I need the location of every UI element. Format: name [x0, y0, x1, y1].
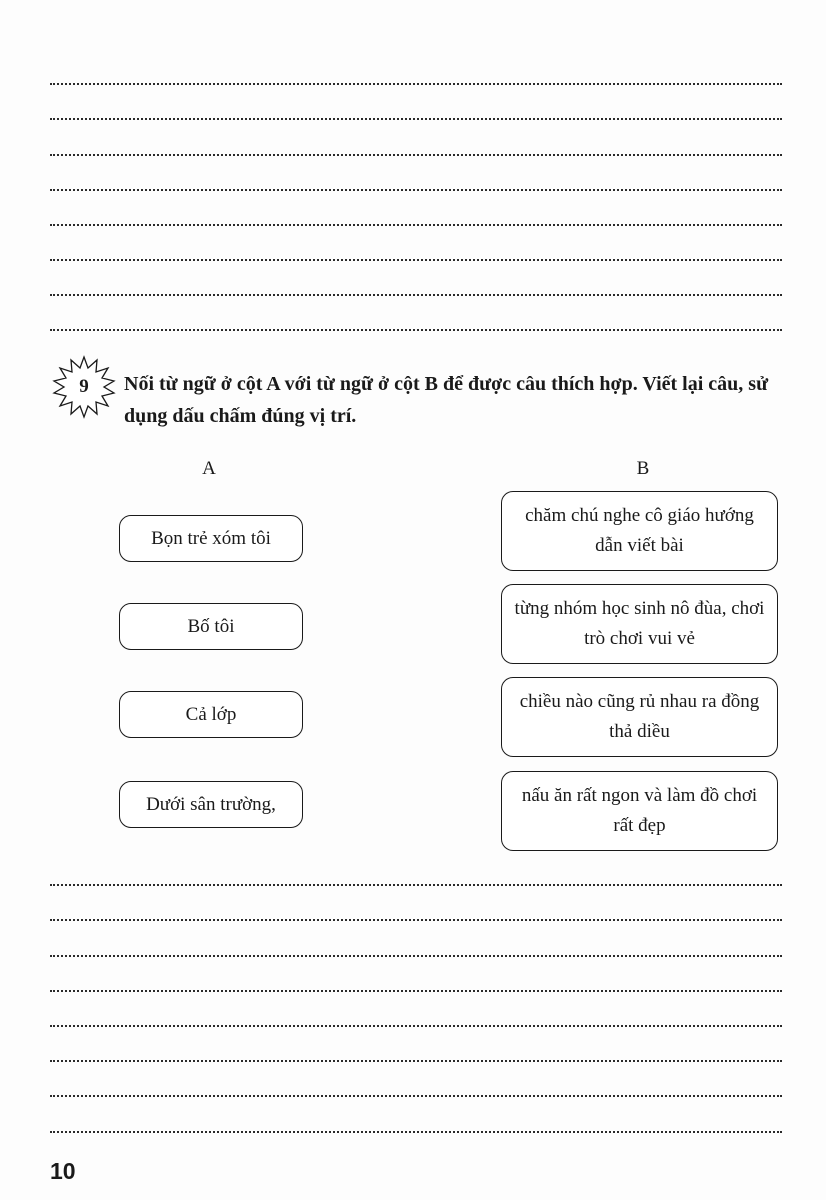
writing-line[interactable]: [50, 83, 782, 85]
writing-line[interactable]: [50, 1060, 782, 1062]
column-b-item[interactable]: từng nhóm học sinh nô đùa, chơi trò chơi vui vẻ: [501, 584, 778, 664]
writing-line[interactable]: [50, 294, 782, 296]
writing-line[interactable]: [50, 154, 782, 156]
writing-line[interactable]: [50, 990, 782, 992]
column-b-item[interactable]: chiều nào cũng rủ nhau ra đồng thả diều: [501, 677, 778, 757]
column-a-item[interactable]: Dưới sân trường,: [119, 781, 303, 828]
column-a-label: A: [202, 458, 216, 479]
writing-line[interactable]: [50, 919, 782, 921]
page-number: 10: [50, 1158, 76, 1184]
column-b-item[interactable]: chăm chú nghe cô giáo hướng dẫn viết bài: [501, 491, 778, 571]
column-a-item[interactable]: Cả lớp: [119, 691, 303, 738]
writing-line[interactable]: [50, 224, 782, 226]
writing-line[interactable]: [50, 189, 782, 191]
column-b-item[interactable]: nấu ăn rất ngon và làm đồ chơi rất đẹp: [501, 771, 778, 851]
exercise-instruction: Nối từ ngữ ở cột A với từ ngữ ở cột B để được câu thích hợp. Viết lại câu, sử dụng dấu chấm đúng vị trí.: [124, 373, 769, 427]
column-a-item[interactable]: Bọn trẻ xóm tôi: [119, 515, 303, 562]
writing-line[interactable]: [50, 1131, 782, 1133]
writing-line[interactable]: [50, 259, 782, 261]
writing-line[interactable]: [50, 955, 782, 957]
exercise-number: 9: [79, 376, 89, 397]
writing-line[interactable]: [50, 118, 782, 120]
writing-line[interactable]: [50, 1025, 782, 1027]
writing-line[interactable]: [50, 329, 782, 331]
column-b-label: B: [636, 458, 650, 479]
writing-line[interactable]: [50, 884, 782, 886]
writing-line[interactable]: [50, 1095, 782, 1097]
column-a-item[interactable]: Bố tôi: [119, 603, 303, 650]
